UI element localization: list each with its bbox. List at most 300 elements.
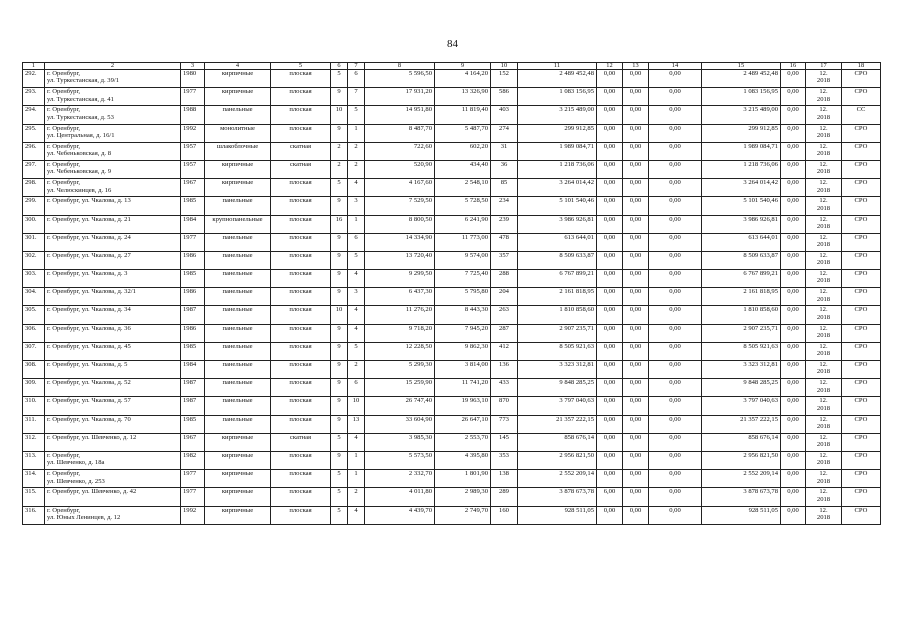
cell-people: 870	[491, 397, 518, 415]
cell-entr: 2	[348, 160, 365, 178]
cell-area-living: 9 862,30	[435, 342, 491, 360]
cell-walls: панельные	[205, 379, 271, 397]
cell-cost-total: 613 644,01	[518, 233, 597, 251]
cell-cost-total: 5 101 540,46	[518, 197, 597, 215]
table-row	[23, 379, 881, 397]
cell-walls: панельные	[205, 251, 271, 269]
cell-area-living: 19 963,10	[435, 397, 491, 415]
cell-entr: 4	[348, 506, 365, 524]
cell-c14: 0,00	[649, 142, 702, 160]
cell-period: 12. 2018	[806, 251, 842, 269]
cell-num: 314.	[23, 470, 45, 488]
cell-people: 263	[491, 306, 518, 324]
cell-c15: 3 797 040,63	[702, 397, 781, 415]
table-row	[23, 415, 881, 433]
cell-c12: 0,00	[597, 215, 623, 233]
cell-area-total: 7 529,50	[365, 197, 435, 215]
cell-walls: монолитные	[205, 124, 271, 142]
cell-year: 1987	[181, 306, 205, 324]
cell-c16: 0,00	[781, 415, 806, 433]
cell-c13: 0,00	[623, 233, 649, 251]
cell-floors: 9	[331, 324, 348, 342]
table-row	[23, 70, 881, 88]
cell-c12: 0,00	[597, 160, 623, 178]
cell-area-total: 17 931,20	[365, 88, 435, 106]
cell-area-living: 3 814,00	[435, 361, 491, 379]
cell-c12: 0,00	[597, 451, 623, 469]
cell-c16: 0,00	[781, 197, 806, 215]
cell-c12: 0,00	[597, 197, 623, 215]
column-number-cell: 12	[597, 63, 623, 70]
cell-method: СРО	[842, 324, 881, 342]
cell-people: 160	[491, 506, 518, 524]
cell-period: 12. 2018	[806, 361, 842, 379]
cell-method: СРО	[842, 70, 881, 88]
cell-area-living: 11 741,20	[435, 379, 491, 397]
cell-roof: плоская	[271, 488, 331, 506]
cell-walls: панельные	[205, 233, 271, 251]
cell-c16: 0,00	[781, 160, 806, 178]
cell-c16: 0,00	[781, 270, 806, 288]
cell-year: 1982	[181, 451, 205, 469]
cell-area-total: 14 334,90	[365, 233, 435, 251]
cell-year: 1987	[181, 379, 205, 397]
cell-walls: кирпичные	[205, 433, 271, 451]
cell-people: 357	[491, 251, 518, 269]
cell-method: СРО	[842, 379, 881, 397]
cell-cost-total: 3 215 489,00	[518, 106, 597, 124]
cell-method: СРО	[842, 124, 881, 142]
cell-c15: 6 767 899,21	[702, 270, 781, 288]
cell-floors: 9	[331, 288, 348, 306]
cell-cost-total: 2 489 452,48	[518, 70, 597, 88]
table-row	[23, 142, 881, 160]
cell-area-total: 14 951,80	[365, 106, 435, 124]
cell-area-living: 2 548,10	[435, 179, 491, 197]
cell-c15: 2 489 452,48	[702, 70, 781, 88]
cell-area-living: 1 801,90	[435, 470, 491, 488]
cell-addr: г. Оренбург, ул. Чебеньковская, д. 8	[45, 142, 181, 160]
cell-area-total: 4 011,80	[365, 488, 435, 506]
cell-c14: 0,00	[649, 106, 702, 124]
cell-roof: плоская	[271, 324, 331, 342]
cell-cost-total: 3 797 040,63	[518, 397, 597, 415]
cell-roof: плоская	[271, 306, 331, 324]
column-number-cell: 7	[348, 63, 365, 70]
column-number-cell: 14	[649, 63, 702, 70]
cell-entr: 3	[348, 197, 365, 215]
cell-walls: панельные	[205, 270, 271, 288]
cell-cost-total: 2 161 818,95	[518, 288, 597, 306]
cell-walls: кирпичные	[205, 179, 271, 197]
cell-roof: плоская	[271, 288, 331, 306]
cell-people: 234	[491, 197, 518, 215]
cell-floors: 9	[331, 197, 348, 215]
cell-c16: 0,00	[781, 451, 806, 469]
cell-year: 1988	[181, 106, 205, 124]
table-row	[23, 215, 881, 233]
cell-c12: 0,00	[597, 233, 623, 251]
cell-walls: кирпичные	[205, 506, 271, 524]
cell-people: 289	[491, 488, 518, 506]
cell-year: 1986	[181, 324, 205, 342]
table-row	[23, 270, 881, 288]
cell-addr: г. Оренбург, ул. Шевченко, д. 42	[45, 488, 181, 506]
cell-roof: плоская	[271, 233, 331, 251]
cell-c16: 0,00	[781, 251, 806, 269]
cell-c14: 0,00	[649, 361, 702, 379]
cell-cost-total: 9 848 285,25	[518, 379, 597, 397]
cell-people: 478	[491, 233, 518, 251]
column-number-cell: 16	[781, 63, 806, 70]
cell-c14: 0,00	[649, 306, 702, 324]
cell-c14: 0,00	[649, 88, 702, 106]
cell-num: 292.	[23, 70, 45, 88]
table-row	[23, 433, 881, 451]
cell-period: 12. 2018	[806, 451, 842, 469]
cell-year: 1977	[181, 88, 205, 106]
cell-year: 1985	[181, 415, 205, 433]
cell-people: 239	[491, 215, 518, 233]
cell-c13: 0,00	[623, 306, 649, 324]
cell-c15: 8 509 633,87	[702, 251, 781, 269]
cell-c15: 2 552 209,14	[702, 470, 781, 488]
cell-cost-total: 2 552 209,14	[518, 470, 597, 488]
cell-entr: 1	[348, 470, 365, 488]
cell-c13: 0,00	[623, 397, 649, 415]
cell-period: 12. 2018	[806, 433, 842, 451]
cell-cost-total: 1 989 084,71	[518, 142, 597, 160]
cell-people: 412	[491, 342, 518, 360]
cell-method: СРО	[842, 288, 881, 306]
cell-c14: 0,00	[649, 433, 702, 451]
cell-year: 1977	[181, 488, 205, 506]
cell-method: СРО	[842, 270, 881, 288]
cell-c12: 0,00	[597, 251, 623, 269]
cell-c14: 0,00	[649, 342, 702, 360]
cell-area-living: 5 795,80	[435, 288, 491, 306]
cell-c12: 6,00	[597, 488, 623, 506]
cell-cost-total: 3 323 312,81	[518, 361, 597, 379]
cell-period: 12. 2018	[806, 88, 842, 106]
cell-method: СРО	[842, 160, 881, 178]
cell-floors: 9	[331, 397, 348, 415]
cell-addr: г. Оренбург, ул. Чкалова, д. 52	[45, 379, 181, 397]
cell-year: 1977	[181, 233, 205, 251]
cell-c15: 3 264 014,42	[702, 179, 781, 197]
cell-people: 152	[491, 70, 518, 88]
cell-c16: 0,00	[781, 88, 806, 106]
table-row	[23, 179, 881, 197]
cell-c13: 0,00	[623, 70, 649, 88]
table-row	[23, 306, 881, 324]
cell-period: 12. 2018	[806, 142, 842, 160]
cell-c15: 2 956 821,50	[702, 451, 781, 469]
cell-people: 85	[491, 179, 518, 197]
table-row	[23, 288, 881, 306]
cell-area-total: 13 720,40	[365, 251, 435, 269]
cell-c12: 0,00	[597, 306, 623, 324]
column-number-header-row	[23, 63, 881, 70]
cell-num: 302.	[23, 251, 45, 269]
cell-area-living: 11 773,00	[435, 233, 491, 251]
page-number: 84	[447, 38, 458, 50]
cell-addr: г. Оренбург, ул. Чкалова, д. 27	[45, 251, 181, 269]
cell-entr: 1	[348, 124, 365, 142]
cell-period: 12. 2018	[806, 306, 842, 324]
cell-roof: плоская	[271, 251, 331, 269]
cell-c12: 0,00	[597, 288, 623, 306]
cell-method: СРО	[842, 88, 881, 106]
cell-c15: 3 323 312,81	[702, 361, 781, 379]
cell-method: СРО	[842, 433, 881, 451]
cell-c16: 0,00	[781, 506, 806, 524]
cell-area-living: 13 326,90	[435, 88, 491, 106]
cell-people: 145	[491, 433, 518, 451]
cell-walls: панельные	[205, 415, 271, 433]
cell-num: 304.	[23, 288, 45, 306]
cell-area-total: 15 259,90	[365, 379, 435, 397]
cell-roof: плоская	[271, 106, 331, 124]
cell-method: СРО	[842, 179, 881, 197]
cell-cost-total: 928 511,05	[518, 506, 597, 524]
cell-area-total: 520,90	[365, 160, 435, 178]
cell-year: 1967	[181, 179, 205, 197]
cell-c16: 0,00	[781, 433, 806, 451]
cell-year: 1984	[181, 361, 205, 379]
cell-c13: 0,00	[623, 470, 649, 488]
housing-repair-table	[22, 62, 881, 525]
cell-c14: 0,00	[649, 415, 702, 433]
cell-area-total: 9 299,50	[365, 270, 435, 288]
cell-c15: 2 161 818,95	[702, 288, 781, 306]
cell-roof: плоская	[271, 197, 331, 215]
cell-c14: 0,00	[649, 251, 702, 269]
cell-num: 312.	[23, 433, 45, 451]
cell-period: 12. 2018	[806, 124, 842, 142]
cell-roof: плоская	[271, 415, 331, 433]
table-row	[23, 451, 881, 469]
cell-c15: 928 511,05	[702, 506, 781, 524]
cell-period: 12. 2018	[806, 415, 842, 433]
cell-area-total: 5 299,30	[365, 361, 435, 379]
cell-num: 294.	[23, 106, 45, 124]
cell-cost-total: 1 810 858,60	[518, 306, 597, 324]
cell-cost-total: 1 218 736,06	[518, 160, 597, 178]
cell-c13: 0,00	[623, 288, 649, 306]
cell-floors: 9	[331, 233, 348, 251]
cell-area-living: 7 725,40	[435, 270, 491, 288]
cell-floors: 10	[331, 306, 348, 324]
cell-cost-total: 3 878 673,78	[518, 488, 597, 506]
cell-entr: 7	[348, 88, 365, 106]
cell-num: 296.	[23, 142, 45, 160]
cell-walls: кирпичные	[205, 160, 271, 178]
cell-addr: г. Оренбург, ул. Челюскинцев, д. 16	[45, 179, 181, 197]
table-row	[23, 197, 881, 215]
cell-c16: 0,00	[781, 233, 806, 251]
cell-method: СРО	[842, 488, 881, 506]
cell-walls: панельные	[205, 106, 271, 124]
cell-year: 1977	[181, 470, 205, 488]
cell-roof: плоская	[271, 270, 331, 288]
column-number-cell: 11	[518, 63, 597, 70]
cell-addr: г. Оренбург, ул. Шевченко, д. 253	[45, 470, 181, 488]
cell-entr: 6	[348, 70, 365, 88]
cell-year: 1957	[181, 142, 205, 160]
cell-c12: 0,00	[597, 397, 623, 415]
cell-addr: г. Оренбург, ул. Чкалова, д. 3	[45, 270, 181, 288]
cell-addr: г. Оренбург, ул. Чкалова, д. 5	[45, 361, 181, 379]
cell-num: 306.	[23, 324, 45, 342]
cell-year: 1984	[181, 215, 205, 233]
cell-c16: 0,00	[781, 288, 806, 306]
cell-num: 311.	[23, 415, 45, 433]
table-row	[23, 506, 881, 524]
cell-c14: 0,00	[649, 197, 702, 215]
cell-c13: 0,00	[623, 124, 649, 142]
cell-num: 293.	[23, 88, 45, 106]
cell-area-living: 26 647,10	[435, 415, 491, 433]
cell-walls: кирпичные	[205, 451, 271, 469]
cell-people: 403	[491, 106, 518, 124]
table-row	[23, 470, 881, 488]
cell-method: СРО	[842, 415, 881, 433]
cell-c12: 0,00	[597, 342, 623, 360]
cell-c16: 0,00	[781, 124, 806, 142]
cell-c14: 0,00	[649, 270, 702, 288]
cell-floors: 16	[331, 215, 348, 233]
cell-c15: 1 218 736,06	[702, 160, 781, 178]
cell-walls: панельные	[205, 197, 271, 215]
cell-cost-total: 3 264 014,42	[518, 179, 597, 197]
cell-c14: 0,00	[649, 506, 702, 524]
cell-method: СРО	[842, 506, 881, 524]
cell-people: 773	[491, 415, 518, 433]
cell-walls: панельные	[205, 397, 271, 415]
cell-area-living: 2 553,70	[435, 433, 491, 451]
cell-roof: плоская	[271, 506, 331, 524]
cell-c14: 0,00	[649, 324, 702, 342]
column-number-cell: 6	[331, 63, 348, 70]
cell-num: 303.	[23, 270, 45, 288]
cell-area-total: 33 604,90	[365, 415, 435, 433]
column-number-cell: 2	[45, 63, 181, 70]
cell-c13: 0,00	[623, 488, 649, 506]
cell-walls: кирпичные	[205, 70, 271, 88]
cell-entr: 5	[348, 342, 365, 360]
cell-method: СРО	[842, 306, 881, 324]
cell-entr: 5	[348, 251, 365, 269]
cell-cost-total: 858 676,14	[518, 433, 597, 451]
cell-floors: 5	[331, 70, 348, 88]
cell-c14: 0,00	[649, 397, 702, 415]
cell-floors: 5	[331, 470, 348, 488]
cell-num: 313.	[23, 451, 45, 469]
cell-addr: г. Оренбург, ул. Шевченко, д. 12	[45, 433, 181, 451]
cell-method: СРО	[842, 142, 881, 160]
cell-c12: 0,00	[597, 506, 623, 524]
cell-entr: 13	[348, 415, 365, 433]
cell-c14: 0,00	[649, 288, 702, 306]
cell-floors: 9	[331, 124, 348, 142]
column-number-cell: 5	[271, 63, 331, 70]
cell-c15: 299 912,85	[702, 124, 781, 142]
cell-area-total: 3 985,30	[365, 433, 435, 451]
cell-c14: 0,00	[649, 470, 702, 488]
cell-period: 12. 2018	[806, 342, 842, 360]
cell-addr: г. Оренбург, ул. Чкалова, д. 45	[45, 342, 181, 360]
table-row	[23, 106, 881, 124]
cell-method: СРО	[842, 215, 881, 233]
cell-num: 301.	[23, 233, 45, 251]
table-row	[23, 160, 881, 178]
cell-area-living: 602,20	[435, 142, 491, 160]
column-number-cell: 13	[623, 63, 649, 70]
cell-entr: 2	[348, 142, 365, 160]
column-number-cell: 15	[702, 63, 781, 70]
cell-entr: 4	[348, 306, 365, 324]
cell-addr: г. Оренбург, ул. Чебеньковская, д. 9	[45, 160, 181, 178]
cell-cost-total: 6 767 899,21	[518, 270, 597, 288]
cell-entr: 10	[348, 397, 365, 415]
table-row	[23, 488, 881, 506]
cell-period: 12. 2018	[806, 488, 842, 506]
cell-year: 1985	[181, 270, 205, 288]
cell-c15: 5 101 540,46	[702, 197, 781, 215]
cell-num: 308.	[23, 361, 45, 379]
cell-walls: кирпичные	[205, 88, 271, 106]
table-row	[23, 397, 881, 415]
column-number-cell: 9	[435, 63, 491, 70]
cell-floors: 5	[331, 488, 348, 506]
cell-area-living: 9 574,00	[435, 251, 491, 269]
cell-area-living: 4 395,80	[435, 451, 491, 469]
cell-floors: 9	[331, 270, 348, 288]
cell-period: 12. 2018	[806, 506, 842, 524]
cell-num: 305.	[23, 306, 45, 324]
cell-c13: 0,00	[623, 324, 649, 342]
cell-period: 12. 2018	[806, 160, 842, 178]
cell-period: 12. 2018	[806, 197, 842, 215]
cell-c15: 21 357 222,15	[702, 415, 781, 433]
cell-addr: г. Оренбург, ул. Туркестанская, д. 39/1	[45, 70, 181, 88]
cell-c12: 0,00	[597, 361, 623, 379]
cell-c12: 0,00	[597, 470, 623, 488]
column-number-cell: 4	[205, 63, 271, 70]
column-number-cell: 10	[491, 63, 518, 70]
cell-num: 300.	[23, 215, 45, 233]
cell-year: 1985	[181, 197, 205, 215]
cell-c13: 0,00	[623, 197, 649, 215]
table-row	[23, 251, 881, 269]
cell-area-total: 6 437,30	[365, 288, 435, 306]
cell-method: СРО	[842, 470, 881, 488]
cell-c12: 0,00	[597, 270, 623, 288]
cell-c15: 613 644,01	[702, 233, 781, 251]
cell-c14: 0,00	[649, 70, 702, 88]
cell-c15: 858 676,14	[702, 433, 781, 451]
cell-c16: 0,00	[781, 324, 806, 342]
cell-c16: 0,00	[781, 106, 806, 124]
cell-area-total: 5 573,50	[365, 451, 435, 469]
cell-addr: г. Оренбург, ул. Туркестанская, д. 53	[45, 106, 181, 124]
cell-floors: 9	[331, 361, 348, 379]
cell-roof: скатная	[271, 433, 331, 451]
cell-floors: 9	[331, 88, 348, 106]
cell-area-total: 8 487,70	[365, 124, 435, 142]
cell-roof: скатная	[271, 160, 331, 178]
